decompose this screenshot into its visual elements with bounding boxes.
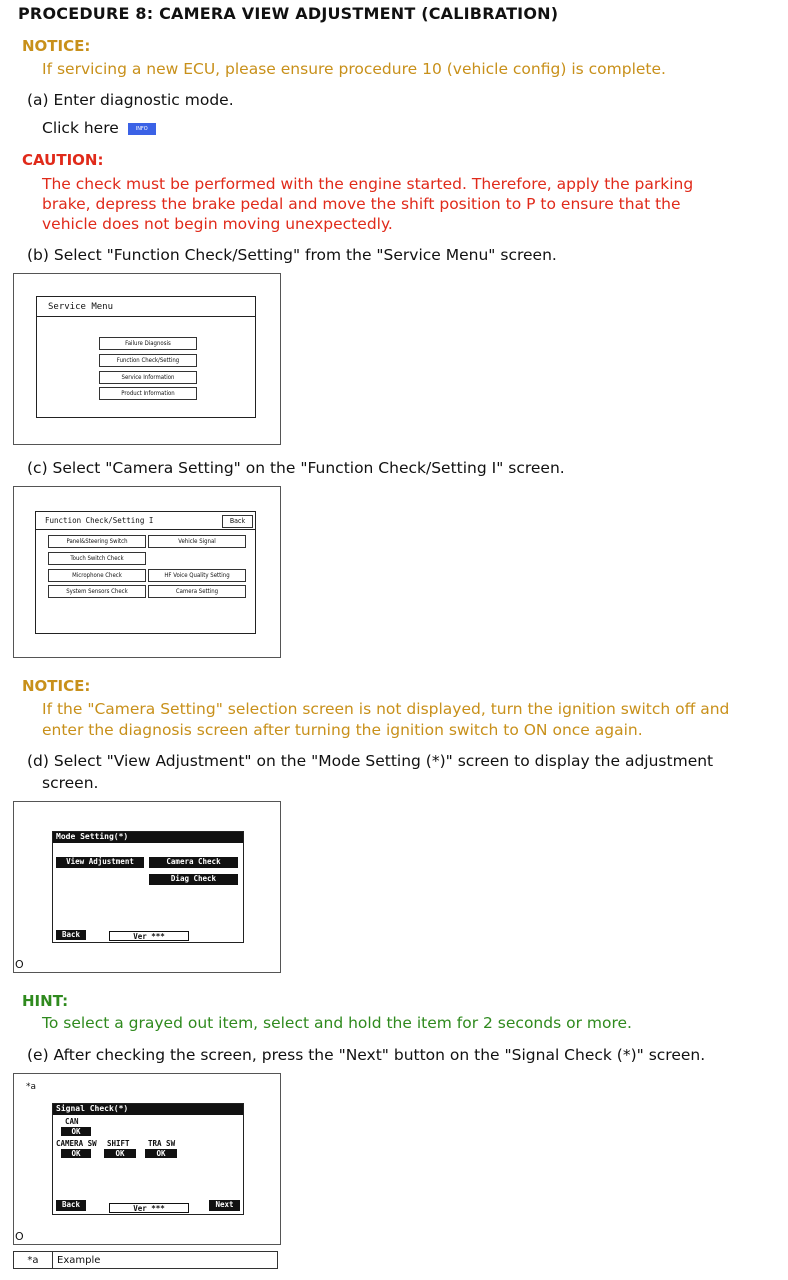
service-information-button[interactable]: Service Information [99, 371, 197, 384]
step-b-text: (b) Select "Function Check/Setting" from the "Service Menu" screen. [27, 246, 557, 264]
legend-table [13, 1251, 278, 1269]
info-button[interactable]: INFO [128, 123, 156, 135]
camera-setting-button[interactable]: Camera Setting [148, 585, 246, 598]
figure-marker: *a [26, 1082, 37, 1092]
signal-check-screen [52, 1103, 244, 1215]
figure-mode-setting [13, 801, 281, 973]
product-information-button[interactable]: Product Information [99, 387, 197, 400]
version-label: Ver *** [109, 1203, 189, 1213]
step-d-line: (d) Select "View Adjustment" on the "Mode Setting (*)" screen to display the adjustment [27, 752, 714, 770]
step-e-text: (e) After checking the screen, press the "Next" button on the "Signal Check (*)" screen. [27, 1046, 706, 1064]
can-label: CAN [65, 1117, 79, 1126]
figure-signal-check [13, 1073, 281, 1245]
shift-label: SHIFT [107, 1139, 130, 1148]
tra-sw-status: OK [145, 1149, 177, 1158]
back-button[interactable]: Back [56, 930, 86, 940]
notice-text [42, 699, 729, 741]
touch-switch-check-button[interactable]: Touch Switch Check [48, 552, 146, 565]
camera-sw-status: OK [61, 1149, 91, 1158]
microphone-check-button[interactable]: Microphone Check [48, 569, 146, 582]
legend-value: Example [53, 1252, 278, 1269]
back-button[interactable]: Back [56, 1200, 86, 1211]
notice-line: If the "Camera Setting" selection screen is not displayed, turn the ignition switch off and [42, 700, 730, 718]
camera-check-button[interactable]: Camera Check [149, 857, 238, 868]
vehicle-signal-button[interactable]: Vehicle Signal [148, 535, 246, 548]
diag-check-button[interactable]: Diag Check [149, 874, 238, 885]
step-d-line: screen. [42, 774, 99, 792]
caution-line: The check must be performed with the engine started. Therefore, apply the parking [42, 175, 694, 193]
caution-text [42, 174, 693, 234]
notice-line: enter the diagnosis screen after turning the ignition switch to ON once again. [42, 721, 643, 739]
legend-key: *a [14, 1252, 53, 1269]
step-a-link-row [42, 117, 156, 139]
step-a-text: (a) Enter diagnostic mode. [27, 91, 234, 109]
failure-diagnosis-button[interactable]: Failure Diagnosis [99, 337, 197, 350]
panel-steering-switch-button[interactable]: Panel&Steering Switch [48, 535, 146, 548]
back-button[interactable]: Back [222, 515, 253, 528]
camera-sw-label: CAMERA SW [56, 1139, 97, 1148]
legend-row [14, 1252, 278, 1269]
version-label: Ver *** [109, 931, 189, 941]
figure-corner-mark: O [15, 1230, 24, 1243]
service-menu-title: Service Menu [37, 297, 255, 317]
notice-heading: NOTICE: [22, 677, 91, 695]
click-here-link[interactable]: Click here [42, 119, 119, 137]
signal-check-title: Signal Check(*) [53, 1104, 243, 1115]
function-check-setting-button[interactable]: Function Check/Setting [99, 354, 197, 367]
shift-status: OK [104, 1149, 136, 1158]
page-title: PROCEDURE 8: CAMERA VIEW ADJUSTMENT (CALIBRATION) [18, 4, 559, 23]
step-c-text: (c) Select "Camera Setting" on the "Function Check/Setting I" screen. [27, 459, 565, 477]
next-button[interactable]: Next [209, 1200, 240, 1211]
figure-function-check [13, 486, 281, 658]
function-check-screen [35, 511, 256, 634]
mode-setting-screen [52, 831, 244, 943]
step-d-text [27, 750, 713, 794]
hint-text: To select a grayed out item, select and hold the item for 2 seconds or more. [42, 1014, 632, 1032]
system-sensors-check-button[interactable]: System Sensors Check [48, 585, 146, 598]
mode-setting-title: Mode Setting(*) [53, 832, 243, 843]
caution-line: brake, depress the brake pedal and move the shift position to P to ensure that the [42, 195, 681, 213]
caution-line: vehicle does not begin moving unexpectedly. [42, 215, 393, 233]
hint-heading: HINT: [22, 992, 69, 1010]
caution-heading: CAUTION: [22, 151, 104, 169]
figure-corner-mark: O [15, 958, 24, 971]
can-status: OK [61, 1127, 91, 1136]
view-adjustment-button[interactable]: View Adjustment [56, 857, 144, 868]
notice-text: If servicing a new ECU, please ensure procedure 10 (vehicle config) is complete. [42, 60, 666, 78]
hf-voice-quality-setting-button[interactable]: HF Voice Quality Setting [148, 569, 246, 582]
notice-heading: NOTICE: [22, 37, 91, 55]
figure-service-menu [13, 273, 281, 445]
service-menu-screen [36, 296, 256, 418]
tra-sw-label: TRA SW [148, 1139, 176, 1148]
function-check-title: Function Check/Setting I [36, 512, 255, 530]
